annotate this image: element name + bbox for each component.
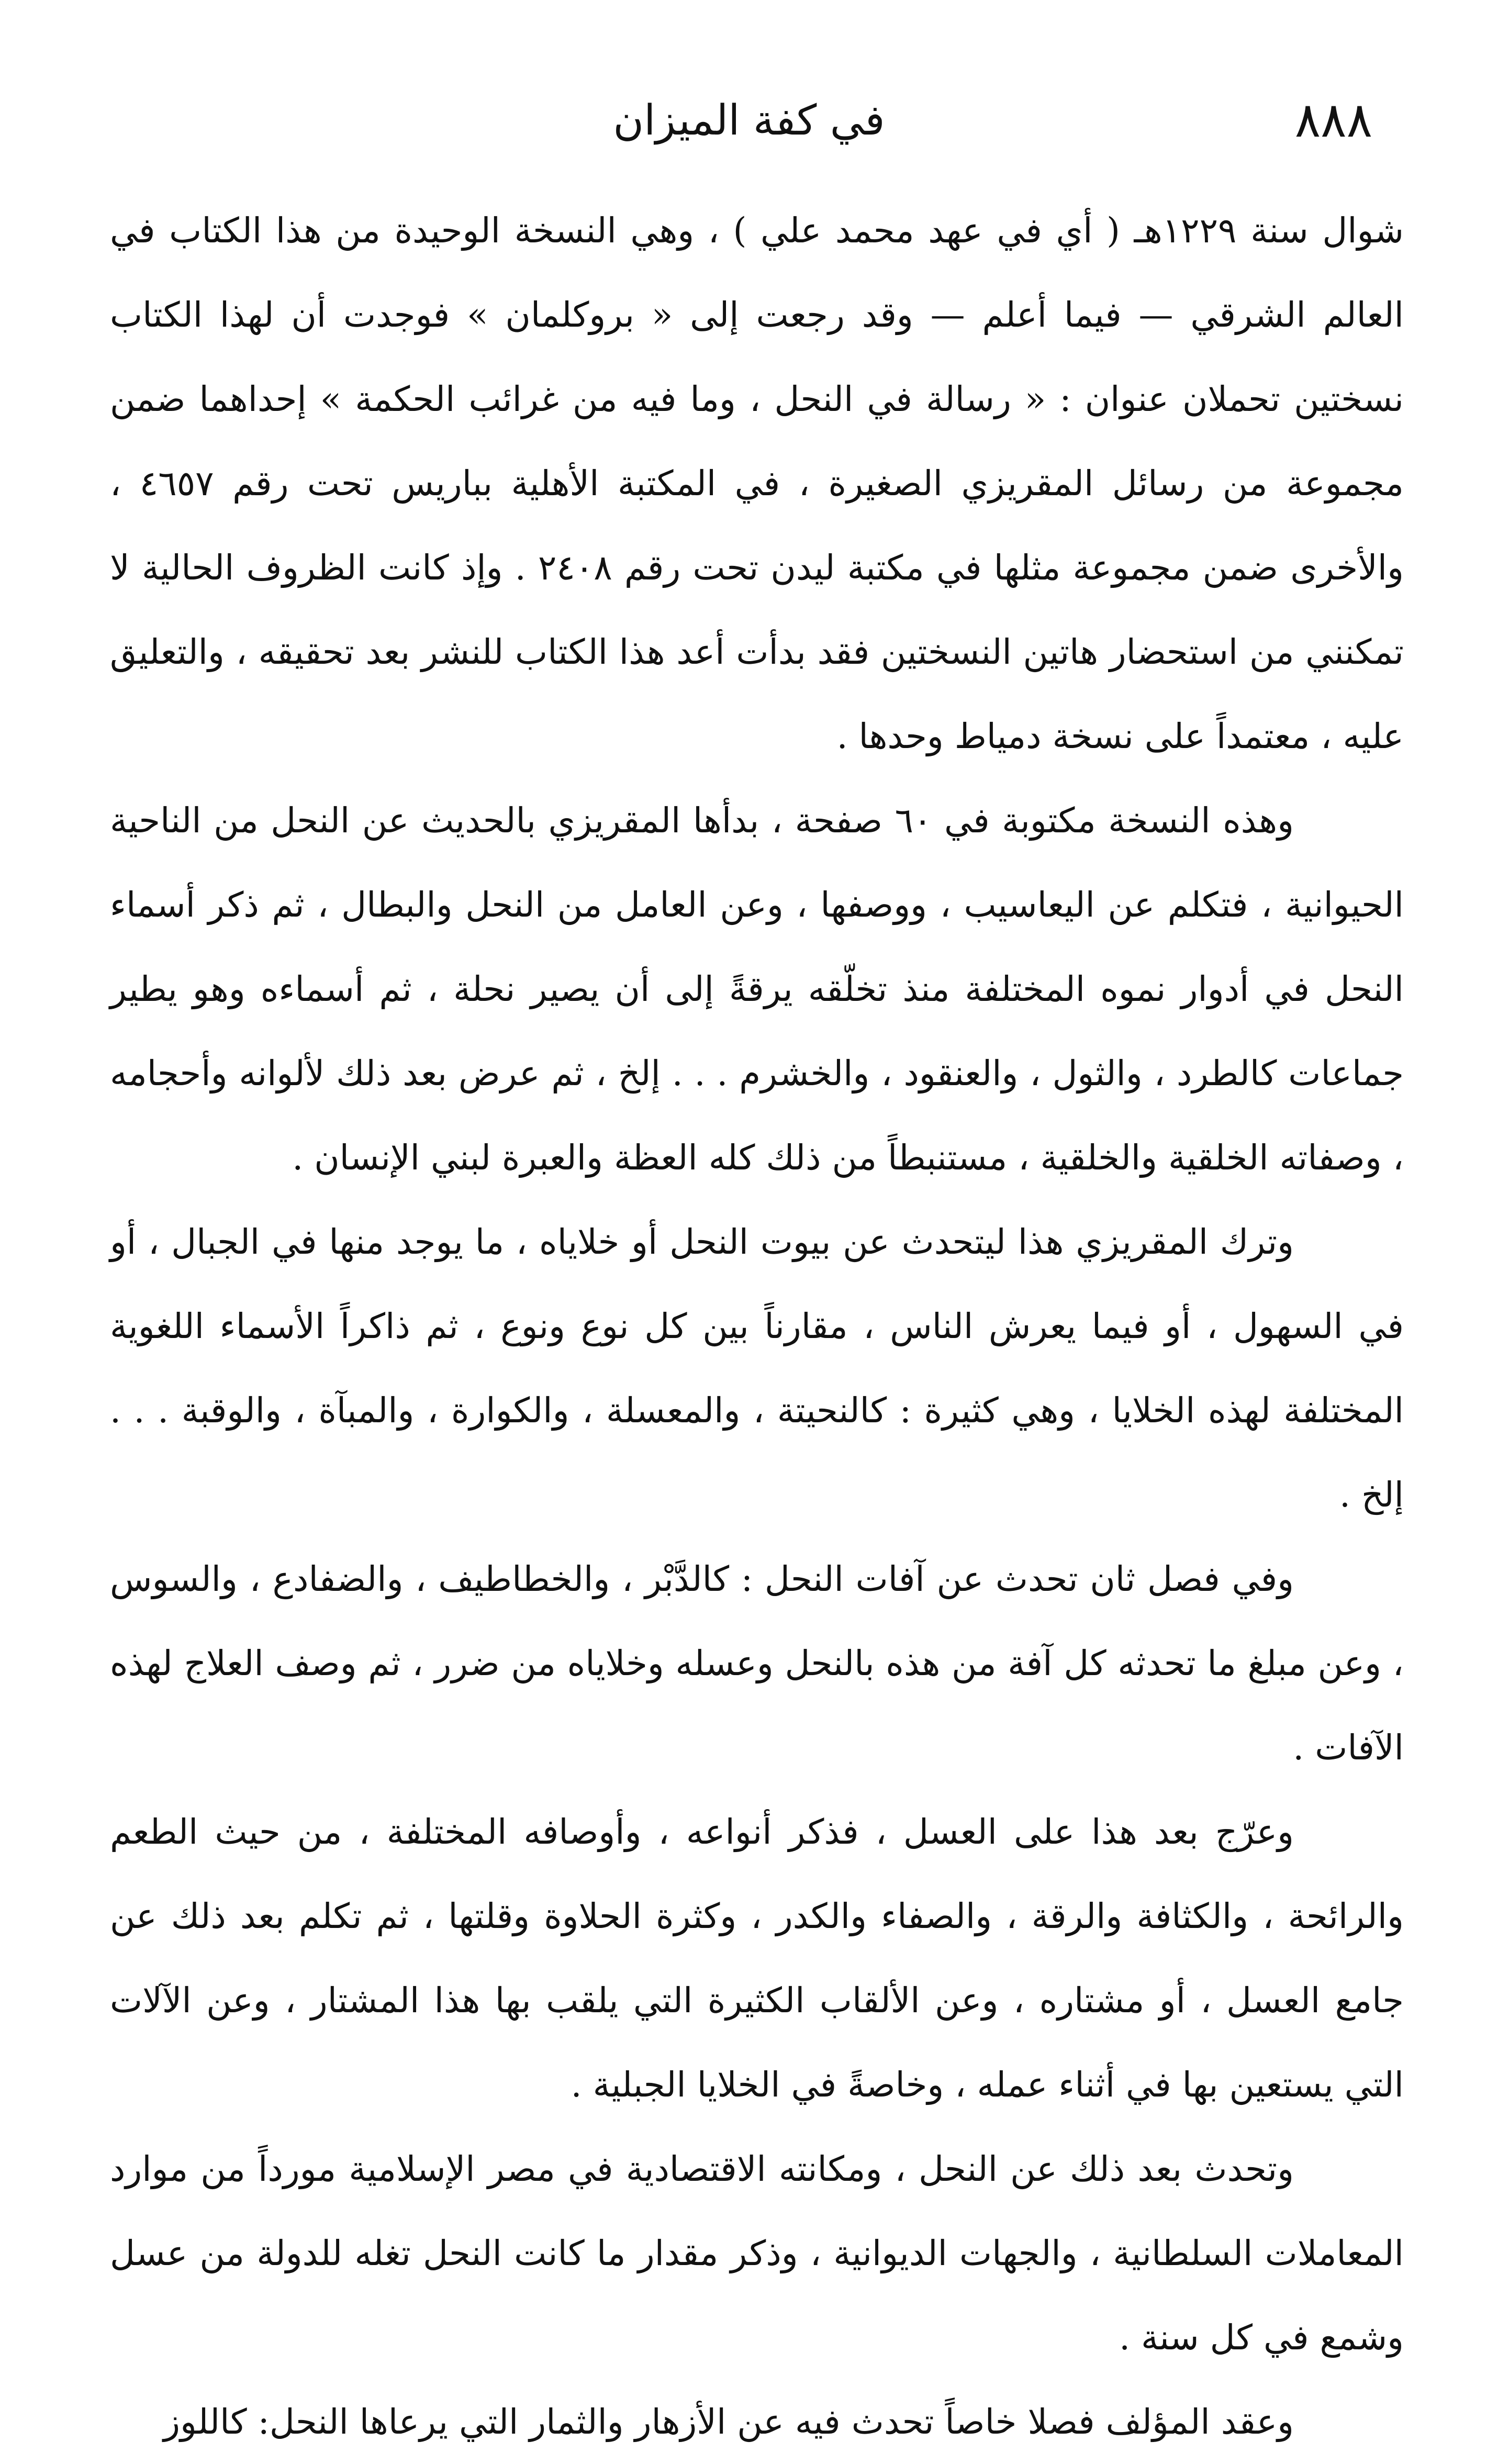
running-title: في كفة الميزان	[613, 96, 885, 144]
page-header	[110, 79, 1388, 162]
paragraph-4: وفي فصل ثان تحدث عن آفات النحل : كالدَّبْر ، والخطاطيف ، والضفادع ، والسوس ، وعن مبلغ ما تحدثه كل آفة من هذه بالنحل وعسله وخلاياه من ضرر ، ثم وصف العلاج لهذه الآفات .	[110, 1559, 1404, 1768]
paragraph-5: وعرّج بعد هذا على العسل ، فذكر أنواعه ، وأوصافه المختلفة ، من حيث الطعم والرائحة ، والكثافة والرقة ، والصفاء والكدر ، وكثرة الحلاوة وقلتها ، ثم تكلم بعد ذلك عن جامع العسل ، أو مشتاره ، وعن الألقاب الكثيرة التي يلقب بها هذا المشتار ، وعن الآلات التي يستعين بها في أثناء عمله ، وخاصةً في الخلايا الجبلية .	[110, 1812, 1404, 2105]
paragraph-7: وعقد المؤلف فصلا خاصاً تحدث فيه عن الأزهار والثمار التي يرعاها النحل: كاللوز	[163, 2402, 1294, 2442]
paragraph-2: وهذه النسخة مكتوبة في ٦٠ صفحة ، بدأها المقريزي بالحديث عن النحل من الناحية الحيوانية ، فتكلم عن اليعاسيب ، ووصفها ، وعن العامل من النحل والبطال ، ثم ذكر أسماء النحل في أدوار نموه المختلفة منذ تخلّقه يرقةً إلى أن يصير نحلة ، ثم أسماءه وهو يطير جماعات كالطرد ، والثول ، والعنقود ، والخشرم . . . إلخ ، ثم عرض بعد ذلك لألوانه وأحجامه ، وصفاته الخلقية والخلقية ، مستنبطاً من ذلك كله العظة والعبرة لبني الإنسان .	[110, 800, 1404, 1178]
page-body	[110, 188, 1404, 2442]
page-number: ٨٨٨	[1294, 92, 1372, 148]
paragraph-3: وترك المقريزي هذا ليتحدث عن بيوت النحل أو خلاياه ، ما يوجد منها في الجبال ، أو في السهول ، أو فيما يعرش الناس ، مقارناً بين كل نوع ونوع ، ثم ذاكراً الأسماء اللغوية المختلفة لهذه الخلايا ، وهي كثيرة : كالنحيتة ، والمعسلة ، والكوارة ، والمبآة ، والوقبة . . . إلخ .	[110, 1222, 1404, 1515]
paragraph-6: وتحدث بعد ذلك عن النحل ، ومكانته الاقتصادية في مصر الإسلامية مورداً من موارد المعاملات السلطانية ، والجهات الديوانية ، وذكر مقدار ما كانت النحل تغله للدولة من عسل وشمع في كل سنة .	[110, 2149, 1404, 2358]
paragraph-1: شوال سنة ١٢٢٩هـ ( أي في عهد محمد علي ) ، وهي النسخة الوحيدة من هذا الكتاب في العالم الشرقي — فيما أعلم — وقد رجعت إلى « بروكلمان » فوجدت أن لهذا الكتاب نسختين تحملان عنوان : « رسالة في النحل ، وما فيه من غرائب الحكمة » إحداهما ضمن مجموعة من رسائل المقريزي الصغيرة ، في المكتبة الأهلية بباريس تحت رقم ٤٦٥٧ ، والأخرى ضمن مجموعة مثلها في مكتبة ليدن تحت رقم ٢٤٠٨ . وإذ كانت الظروف الحالية لا تمكنني من استحضار هاتين النسختين فقد بدأت أعد هذا الكتاب للنشر بعد تحقيقه ، والتعليق عليه ، معتمداً على نسخة دمياط وحدها .	[110, 210, 1404, 756]
